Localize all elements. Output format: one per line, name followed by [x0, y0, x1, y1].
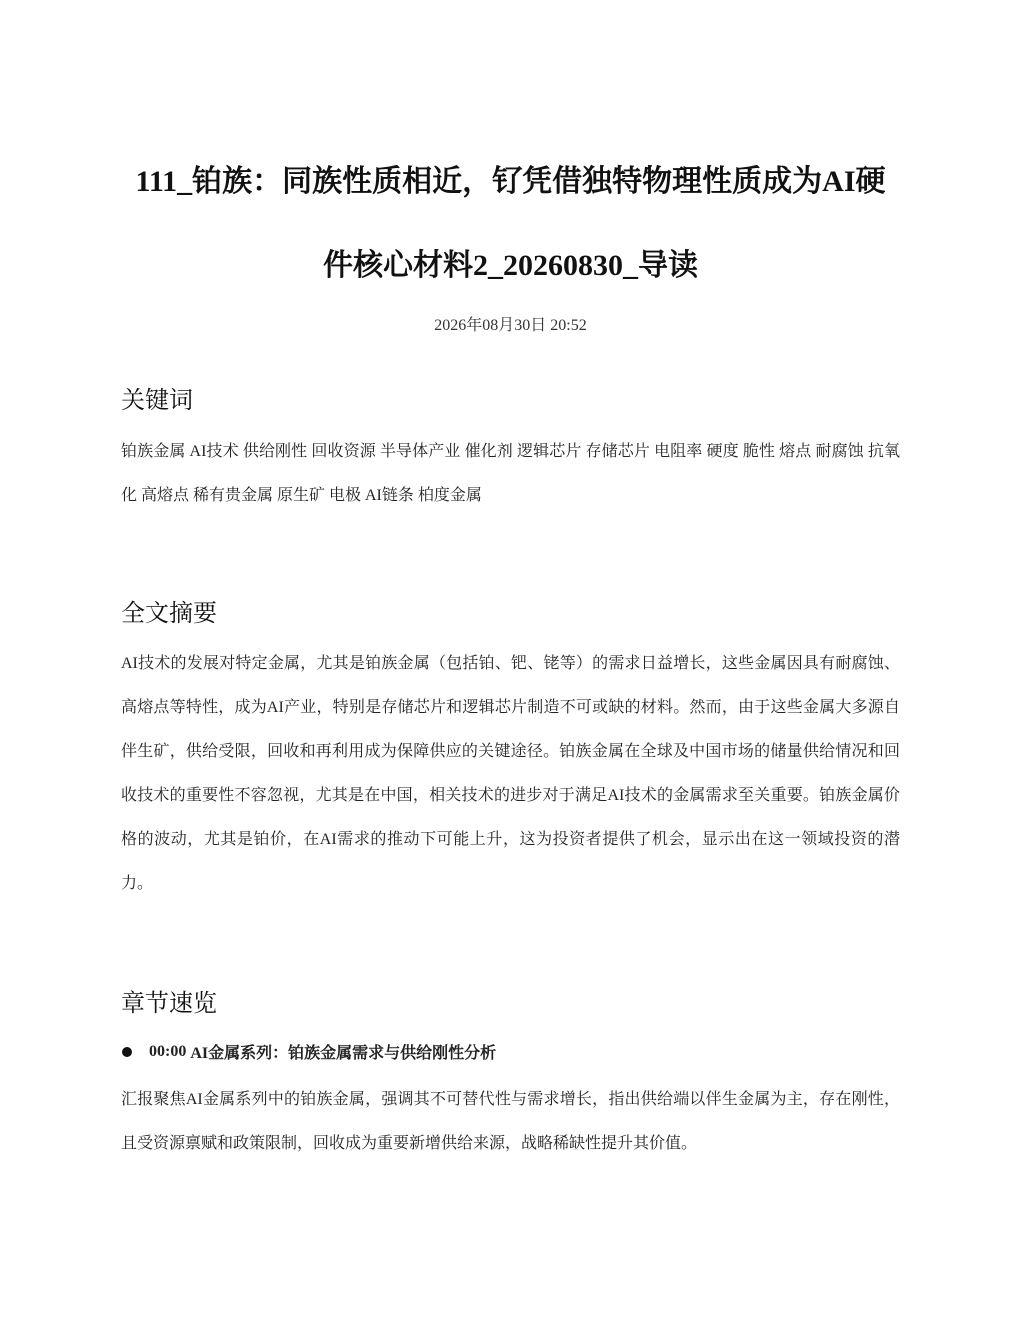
chapter-description: 汇报聚焦AI金属系列中的铂族金属，强调其不可替代性与需求增长，指出供给端以伴生金属为主，存在刚性，且受资源禀赋和政策限制，回收成为重要新增供给来源，战略稀缺性提升其价值。: [121, 1091, 900, 1152]
keywords-heading: 关键词: [121, 388, 193, 414]
chapters-heading: 章节速览: [121, 991, 217, 1017]
bullet-icon: [122, 1047, 132, 1057]
summary-heading: 全文摘要: [121, 601, 217, 627]
chapter-list-item: [121, 1040, 496, 1063]
document-date: 2026年08月30日 20:52: [434, 317, 587, 334]
document-title: 111_铂族：同族性质相近，钌凭借独特物理性质成为AI硬件核心材料2_20260830_导读: [135, 165, 886, 282]
keywords-text: 铂族金属 AI技术 供给刚性 回收资源 半导体产业 催化剂 逻辑芯片 存储芯片 电阻率 硬度 脆性 熔点 耐腐蚀 抗氧化 高熔点 稀有贵金属 原生矿 电极 AI链条 柏度金属: [121, 443, 900, 504]
chapter-timestamp: 00:00: [149, 1042, 187, 1060]
summary-text: AI技术的发展对特定金属，尤其是铂族金属（包括铂、钯、铑等）的需求日益增长，这些金属因具有耐腐蚀、高熔点等特性，成为AI产业，特别是存储芯片和逻辑芯片制造不可或缺的材料。然而，由于这些金属大多源自伴生矿，供给受限，回收和再利用成为保障供应的关键途径。铂族金属在全球及中国市场的储量供给情况和回收技术的重要性不容忽视，尤其是在中国，相关技术的进步对于满足AI技术的金属需求至关重要。铂族金属价格的波动，尤其是铂价，在AI需求的推动下可能上升，这为投资者提供了机会，显示出在这一领域投资的潜力。: [121, 655, 900, 892]
chapter-title: AI金属系列：铂族金属需求与供给刚性分析: [190, 1045, 497, 1062]
